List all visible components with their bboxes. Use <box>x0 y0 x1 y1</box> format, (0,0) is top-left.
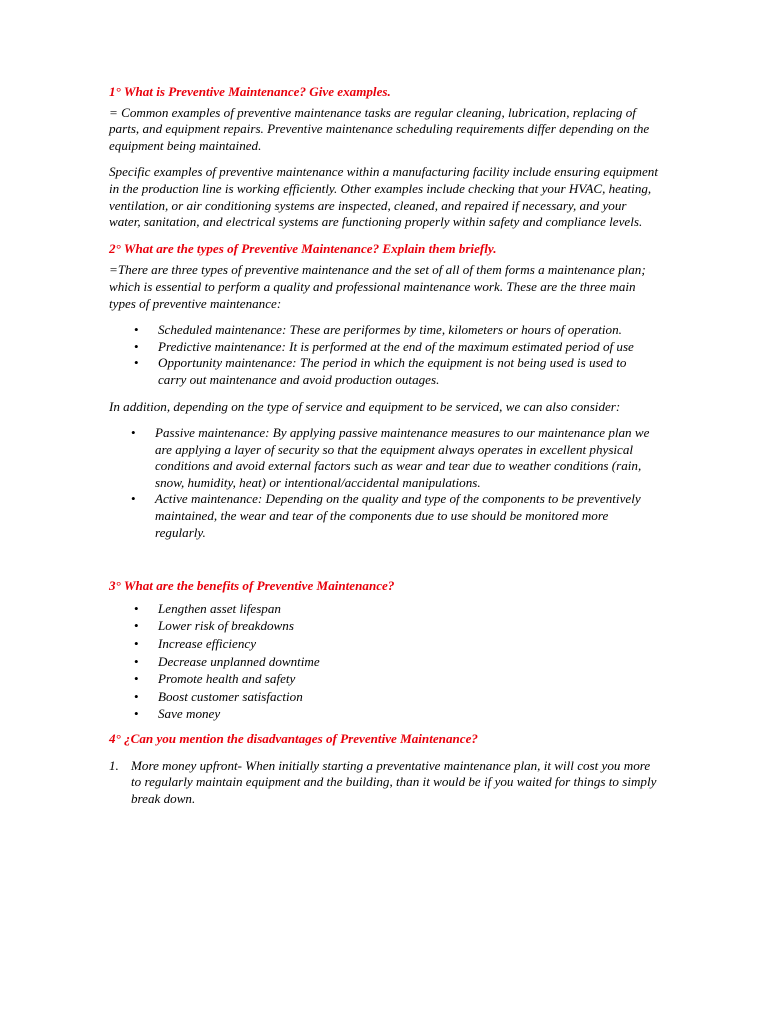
question-1-heading: 1° What is Preventive Maintenance? Give examples. <box>109 84 391 99</box>
bullet-icon: • <box>134 600 139 616</box>
bullet-icon: • <box>134 618 139 634</box>
question-2-heading: 2° What are the types of Preventive Maintenance? Explain them briefly. <box>109 240 497 256</box>
list-item: • Save money <box>134 706 221 722</box>
benefits-list <box>134 600 658 723</box>
question-3-heading: 3° What are the benefits of Preventive Maintenance? <box>109 578 395 594</box>
list-item: • Opportunity maintenance: The period in which the equipment is not being used is used to carry out maintenance and avoid production outages. <box>134 355 627 387</box>
list-item: • Decrease unplanned downtime <box>134 653 320 669</box>
question-1-answer-paragraph-1: = Common examples of preventive maintenance tasks are regular cleaning, lubrication, replacing of parts, and equipment repairs. Preventive maintenance scheduling requirements differ depending on the equipment being maintained. <box>109 104 650 153</box>
list-item: • Lower risk of breakdowns <box>134 618 294 634</box>
question-2-intro: =There are three types of preventive maintenance and the set of all of them forms a maintenance plan; which is essential to perform a quality and professional maintenance work. These are the three main types of preventive maintenance: <box>109 262 646 311</box>
list-item: • Active maintenance: Depending on the quality and type of the components to be preventively maintained, the wear and tear of the components due to use should be monitored more regularly. <box>131 491 641 540</box>
bullet-icon: • <box>134 688 139 704</box>
list-item: • Scheduled maintenance: These are periformes by time, kilometers or hours of operation. <box>134 322 622 338</box>
list-number: 1. <box>109 757 119 773</box>
bullet-icon: • <box>134 671 139 687</box>
additional-types-list <box>131 425 661 541</box>
list-item: • Lengthen asset lifespan <box>134 600 281 616</box>
question-4-heading: 4° ¿Can you mention the disadvantages of Preventive Maintenance? <box>109 731 478 746</box>
question-1-answer-paragraph-2: Specific examples of preventive maintenance within a manufacturing facility include ensuring equipment in the production line is working efficiently. Other examples include checking that your HVAC, heating, ventilation, or air conditioning systems are inspected, cleaned, and repaired if necessary, and your water, sanitation, and electrical systems are functioning properly within safety and compliance levels. <box>109 164 658 230</box>
list-item: • Predictive maintenance: It is performed at the end of the maximum estimated period of use <box>134 338 634 354</box>
bullet-icon: • <box>131 425 136 441</box>
bullet-icon: • <box>134 653 139 669</box>
list-item: • Boost customer satisfaction <box>134 688 303 704</box>
list-item: • Passive maintenance: By applying passive maintenance measures to our maintenance plan we are applying a layer of security so that the equipment always operates in excellent physical conditions and avoid external factors such as wear and tear due to weather conditions (rain, snow, humidity, heat) or intentional/accidental manipulations. <box>131 425 650 490</box>
document-content <box>109 84 661 807</box>
bullet-icon: • <box>134 636 139 652</box>
bullet-icon: • <box>134 706 139 722</box>
bullet-icon: • <box>134 355 139 371</box>
bullet-icon: • <box>134 338 139 354</box>
bullet-icon: • <box>131 491 136 507</box>
maintenance-types-list <box>134 322 658 388</box>
question-2-addition: In addition, depending on the type of service and equipment to be serviced, we can also consider: <box>109 398 621 414</box>
list-item: • Increase efficiency <box>134 636 257 652</box>
disadvantages-list <box>109 757 661 808</box>
list-item: 1. More money upfront- When initially starting a preventative maintenance plan, it will cost you more to regularly maintain equipment and the building, than it would be if you waited for things to simply break down. <box>109 757 657 806</box>
bullet-icon: • <box>134 322 139 338</box>
list-item: • Promote health and safety <box>134 671 296 687</box>
